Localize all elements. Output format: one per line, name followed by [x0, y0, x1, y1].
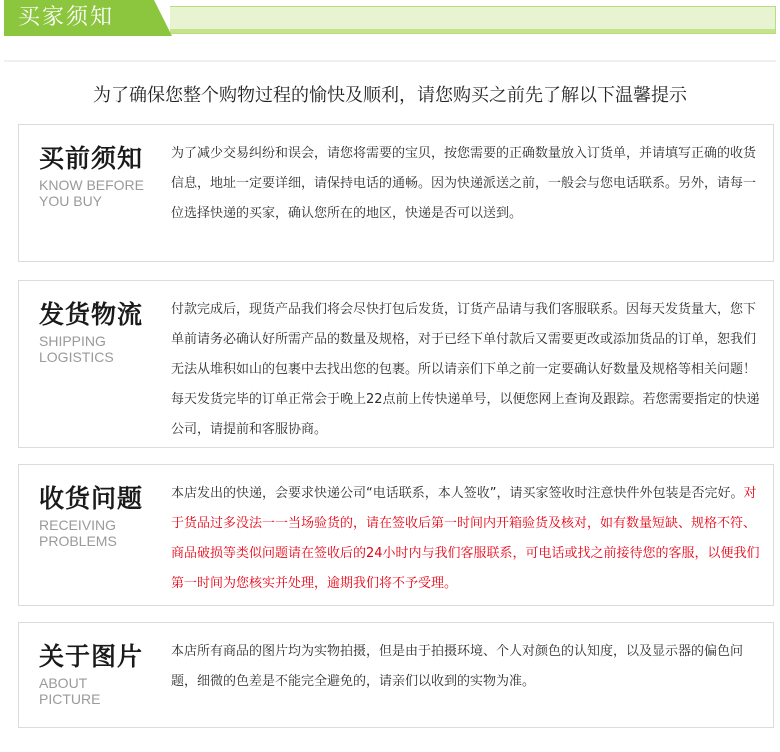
section-english-line: KNOW BEFORE [39, 177, 145, 193]
header-tab-label: 买家须知 [18, 5, 115, 30]
section-title: 关于图片 [39, 642, 144, 671]
section-about-picture [18, 622, 774, 728]
section-english-line: RECEIVING [39, 517, 117, 533]
section-english-line: PROBLEMS [39, 533, 117, 549]
section-body: 为了减少交易纠纷和误会，请您将需要的宝贝，按您需要的正确数量放入订货单，并请填写正确的收货信息，地址一定要详细，请保持电话的通畅。因为快递派送之前，一般会与您电话联系。另外，请每一位选择快递的买家，确认您所在的地区，快递是否可以送到。 [171, 146, 757, 221]
header-bar [170, 6, 776, 34]
section-english-line: ABOUT [39, 675, 88, 691]
section-know-before-you-buy [18, 124, 774, 262]
section-english-line: SHIPPING [39, 333, 106, 349]
section-title: 发货物流 [39, 300, 144, 329]
section-english-title [39, 177, 169, 209]
section-body: 付款完成后，现货产品我们将会尽快打包后发货，订货产品请与我们客服联系。因每天发货量大，您下单前请务必确认好所需产品的数量及规格，对于已经下单付款后又需要更改或添加货品的订单，恕我们无法从堆积如山的包裹中去找出您的包裹。所以请亲们下单之前一定要确认好数量及规格等相关问题！每天发货完毕的订单正常会于晚上22点前上传快递单号，以便您网上查询及跟踪。若您需要指定的快递公司，请提前和客服协商。 [171, 302, 760, 437]
section-body: 本店所有商品的图片均为实物拍摄，但是由于拍摄环境、个人对颜色的认知度，以及显示器的偏色问题，细微的色差是不能完全避免的，请亲们以收到的实物为准。 [171, 644, 744, 689]
section-body [171, 479, 761, 599]
header-banner [0, 0, 780, 40]
section-english-line: YOU BUY [39, 193, 103, 209]
section-body-warning: 对于货品过多没法一一当场验货的，请在签收后第一时间内开箱验货及核对，如有数量短缺、规格不符、商品破损等类似问题请在签收后的24小时内与我们客服联系，可电话或找之前接待您的客服，以便我们第一时间为您核实并处理，逾期我们将不予受理。 [171, 486, 760, 591]
section-shipping-logistics [18, 280, 774, 448]
intro-text: 为了确保您整个购物过程的愉快及顺利，请您购买之前先了解以下温馨提示 [93, 85, 687, 106]
section-english-line: PICTURE [39, 691, 101, 707]
section-title: 买前须知 [39, 144, 144, 173]
section-title: 收货问题 [39, 484, 144, 513]
section-body-normal: 本店发出的快递，会要求快递公司“电话联系，本人签收”，请买家签收时注意快件外包装是否完好。 [171, 486, 744, 501]
section-english-line: LOGISTICS [39, 349, 114, 365]
section-english-title [39, 517, 169, 549]
section-receiving-problems [18, 464, 774, 606]
section-english-title [39, 333, 169, 365]
section-english-title [39, 675, 169, 707]
